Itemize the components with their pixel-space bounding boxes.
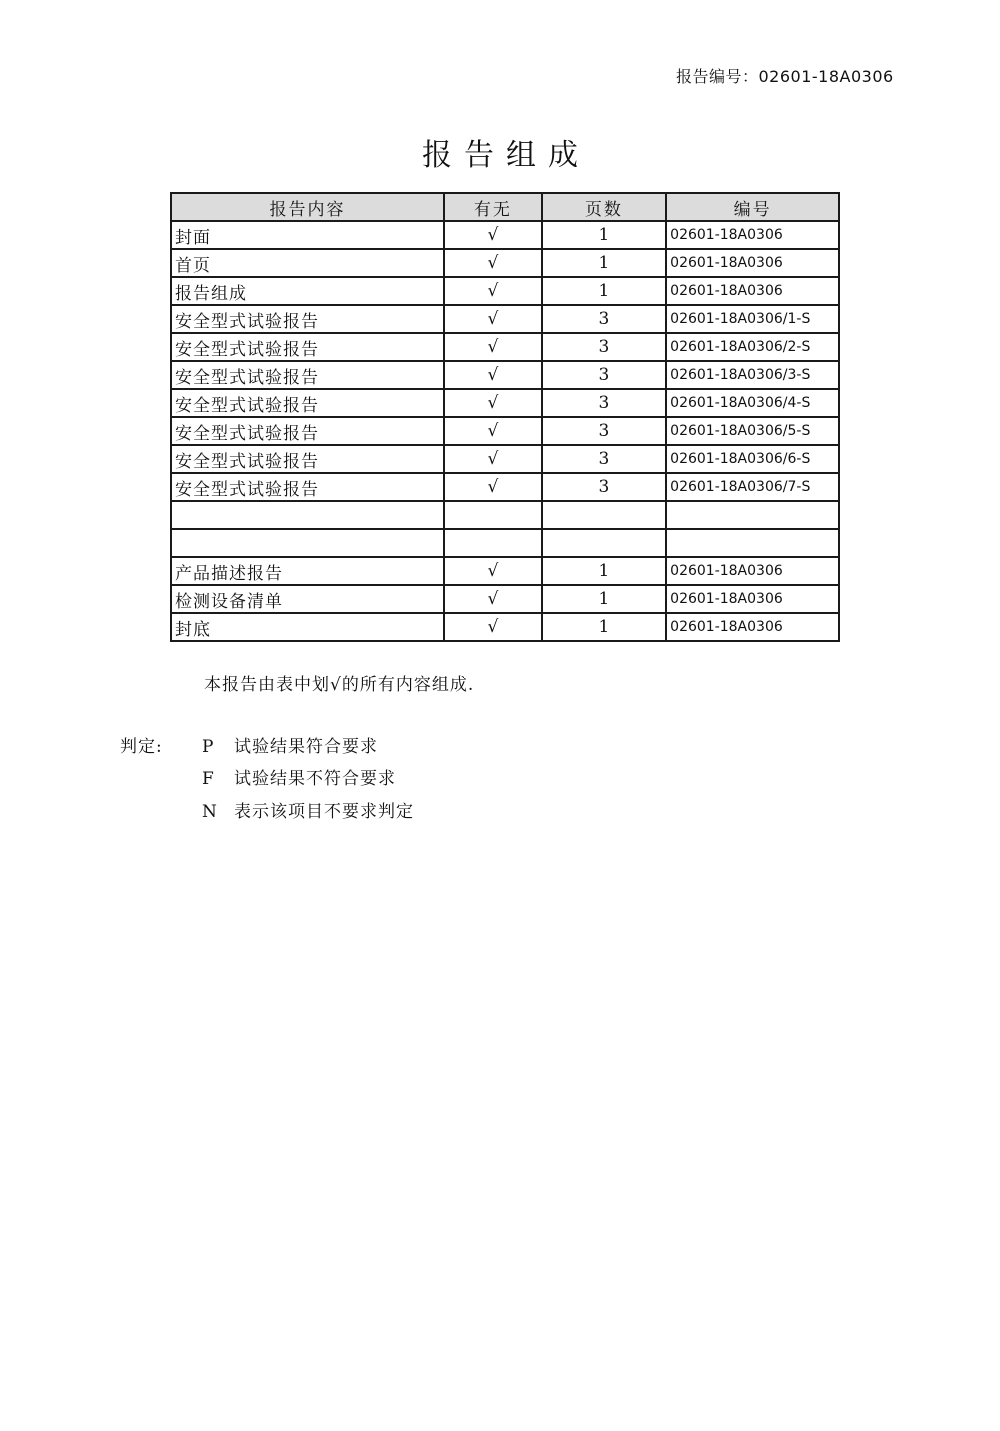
cell-content: 检测设备清单 xyxy=(171,585,444,613)
report-contents-table xyxy=(170,192,840,642)
cell-code: 02601-18A0306/3-S xyxy=(666,361,839,389)
cell-code: 02601-18A0306/6-S xyxy=(666,445,839,473)
cell-content xyxy=(171,529,444,557)
cell-content: 产品描述报告 xyxy=(171,557,444,585)
cell-has: √ xyxy=(444,585,542,613)
cell-pages xyxy=(542,529,666,557)
cell-content: 封面 xyxy=(171,221,444,249)
table-row xyxy=(171,249,839,277)
header-has: 有无 xyxy=(444,193,542,221)
judgement-text: 表示该项目不要求判定 xyxy=(234,802,414,822)
table-row-empty xyxy=(171,501,839,529)
cell-code: 02601-18A0306/1-S xyxy=(666,305,839,333)
composition-note: 本报告由表中划√的所有内容组成. xyxy=(204,675,475,695)
table-row-empty xyxy=(171,529,839,557)
judgement-item-n xyxy=(202,797,414,822)
cell-content: 安全型式试验报告 xyxy=(171,305,444,333)
cell-content: 首页 xyxy=(171,249,444,277)
cell-has: √ xyxy=(444,249,542,277)
cell-code: 02601-18A0306/4-S xyxy=(666,389,839,417)
table-row xyxy=(171,333,839,361)
table-row xyxy=(171,445,839,473)
cell-code: 02601-18A0306 xyxy=(666,557,839,585)
cell-code xyxy=(666,529,839,557)
judgement-item-f xyxy=(202,764,396,789)
cell-has: √ xyxy=(444,473,542,501)
cell-pages: 3 xyxy=(542,473,666,501)
table-row xyxy=(171,613,839,641)
table-row xyxy=(171,221,839,249)
cell-has: √ xyxy=(444,557,542,585)
cell-has: √ xyxy=(444,361,542,389)
table-row xyxy=(171,417,839,445)
report-number: 报告编号：02601-18A0306 xyxy=(676,67,894,86)
cell-code: 02601-18A0306 xyxy=(666,221,839,249)
table-row xyxy=(171,361,839,389)
cell-content: 安全型式试验报告 xyxy=(171,333,444,361)
cell-code: 02601-18A0306 xyxy=(666,249,839,277)
header-content: 报告内容 xyxy=(171,193,444,221)
cell-pages: 3 xyxy=(542,361,666,389)
page-title: 报告组成 xyxy=(422,138,590,173)
cell-pages: 3 xyxy=(542,333,666,361)
cell-has xyxy=(444,501,542,529)
cell-pages: 3 xyxy=(542,389,666,417)
table-row xyxy=(171,585,839,613)
header-code: 编号 xyxy=(666,193,839,221)
cell-code: 02601-18A0306/7-S xyxy=(666,473,839,501)
cell-pages: 1 xyxy=(542,557,666,585)
cell-content: 安全型式试验报告 xyxy=(171,445,444,473)
cell-pages: 1 xyxy=(542,221,666,249)
judgement-text: 试验结果符合要求 xyxy=(234,737,378,757)
judgement-text: 试验结果不符合要求 xyxy=(234,769,396,789)
cell-has: √ xyxy=(444,305,542,333)
judgement-label: 判定: xyxy=(120,737,163,757)
cell-has: √ xyxy=(444,445,542,473)
header-pages: 页数 xyxy=(542,193,666,221)
cell-pages: 3 xyxy=(542,417,666,445)
table-row xyxy=(171,305,839,333)
cell-pages: 1 xyxy=(542,277,666,305)
judgement-code: F xyxy=(202,769,215,789)
cell-has: √ xyxy=(444,417,542,445)
table-row xyxy=(171,557,839,585)
cell-content: 安全型式试验报告 xyxy=(171,473,444,501)
judgement-item-p xyxy=(202,732,378,757)
cell-has: √ xyxy=(444,389,542,417)
cell-content: 安全型式试验报告 xyxy=(171,361,444,389)
table-row xyxy=(171,389,839,417)
judgement-code: N xyxy=(202,802,218,822)
cell-content: 封底 xyxy=(171,613,444,641)
cell-code: 02601-18A0306 xyxy=(666,585,839,613)
cell-pages: 1 xyxy=(542,249,666,277)
judgement-code: P xyxy=(202,737,215,757)
cell-code: 02601-18A0306/5-S xyxy=(666,417,839,445)
cell-content: 安全型式试验报告 xyxy=(171,389,444,417)
cell-has: √ xyxy=(444,333,542,361)
cell-pages: 3 xyxy=(542,305,666,333)
cell-pages: 3 xyxy=(542,445,666,473)
cell-has: √ xyxy=(444,613,542,641)
cell-content: 安全型式试验报告 xyxy=(171,417,444,445)
cell-has xyxy=(444,529,542,557)
cell-content xyxy=(171,501,444,529)
cell-code xyxy=(666,501,839,529)
table-header-row xyxy=(171,193,839,221)
table-row xyxy=(171,277,839,305)
cell-content: 报告组成 xyxy=(171,277,444,305)
cell-code: 02601-18A0306/2-S xyxy=(666,333,839,361)
cell-has: √ xyxy=(444,221,542,249)
cell-pages: 1 xyxy=(542,585,666,613)
cell-code: 02601-18A0306 xyxy=(666,277,839,305)
table-row xyxy=(171,473,839,501)
cell-pages xyxy=(542,501,666,529)
cell-has: √ xyxy=(444,277,542,305)
cell-pages: 1 xyxy=(542,613,666,641)
cell-code: 02601-18A0306 xyxy=(666,613,839,641)
